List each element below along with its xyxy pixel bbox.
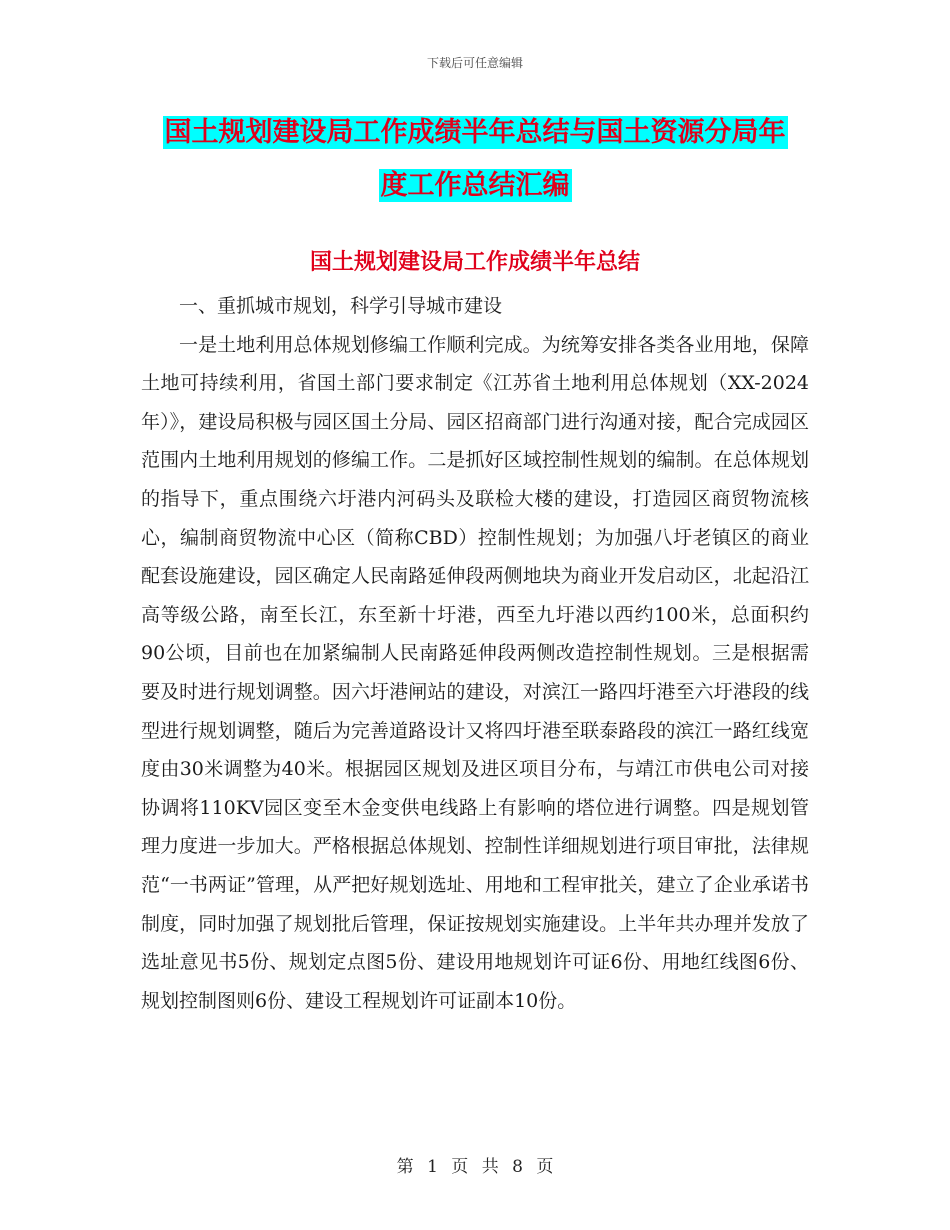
document-title	[140, 106, 810, 212]
header-note: 下载后可任意编辑	[426, 56, 523, 70]
footer-page-current: 1	[427, 1157, 438, 1177]
footer-label-ye: 页	[451, 1157, 469, 1177]
footer-label-ye2: 页	[536, 1157, 554, 1177]
body-text	[141, 287, 809, 1020]
section-title: 国土规划建设局工作成绩半年总结	[309, 250, 640, 275]
document-title-line1: 国土规划建设局工作成绩半年总结与国土资源分局年	[164, 117, 786, 148]
document-title-line2: 度工作总结汇编	[380, 170, 570, 201]
footer-label-gong: 共	[481, 1157, 499, 1177]
footer-label-di: 第	[396, 1157, 414, 1177]
page-footer	[0, 1152, 950, 1177]
body-heading: 一、重抓城市规划，科学引导城市建设	[179, 295, 503, 317]
body-paragraph: 一是土地利用总体规划修编工作顺利完成。为统筹安排各类各业用地，保障土地可持续利用，省国土部门要求制定《江苏省土地利用总体规划（XX-2024年）》，建设局积极与园区国土分局、园区招商部门进行沟通对接，配合完成园区范围内土地利用规划的修编工作。二是抓好区域控制性规划的编制。在总体规划的指导下，重点围绕六圩港内河码头及联检大楼的建设，打造园区商贸物流核心，编制商贸物流中心区（简称CBD）控制性规划；为加强八圩老镇区的商业配套设施建设，园区确定人民南路延伸段两侧地块为商业开发启动区，北起沿江高等级公路，南至长江，东至新十圩港，西至九圩港以西约100米，总面积约90公顷，目前也在加紧编制人民南路延伸段两侧改造控制性规划。三是根据需要及时进行规划调整。因六圩港闸站的建设，对滨江一路四圩港至六圩港段的线型进行规划调整，随后为完善道路设计又将四圩港至联泰路段的滨江一路红线宽度由30米调整为40米。根据园区规划及进区项目分布，与靖江市供电公司对接协调将110KV园区变至木金变供电线路上有影响的塔位进行调整。四是规划管理力度进一步加大。严格根据总体规划、控制性详细规划进行项目审批，法律规范“一书两证”管理，从严把好规划选址、用地和工程审批关，建立了企业承诺书制度，同时加强了规划批后管理，保证按规划实施建设。上半年共办理并发放了选址意见书5份、规划定点图5份、建设用地规划许可证6份、用地红线图6份、规划控制图则6份、建设工程规划许可证副本10份。	[141, 333, 809, 1012]
footer-page-total: 8	[512, 1157, 523, 1177]
